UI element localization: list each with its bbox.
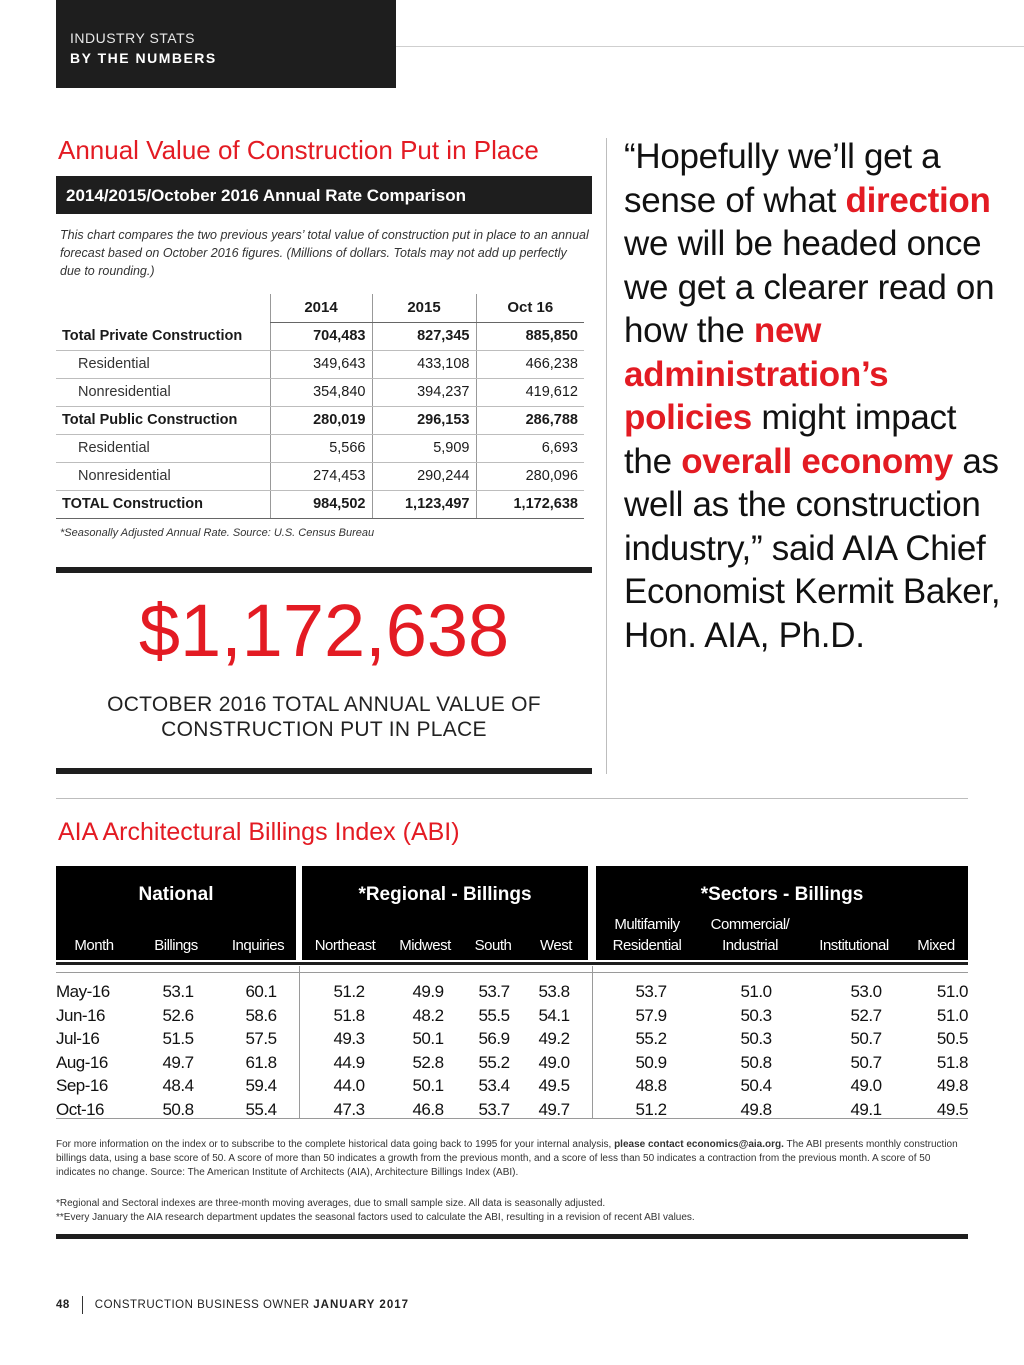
col-northeast: Northeast [314, 937, 376, 954]
col-institutional: Institutional [819, 937, 889, 954]
big-caption [56, 692, 592, 742]
cell: 280,019 [270, 406, 372, 434]
footnote-text: The ABI presents monthly construction billings data, using a base score of 50. A score of more than 50 indicates a growth from the previous month, and a score of less than 50 indicates a contraction from the previous month. A score of 50 indicates no change. Source: The American Institute of Architects (AIA), Architecture Billings Index (ABI). [56, 1139, 958, 1178]
abi-value-cell: 44.0 [333, 1076, 365, 1095]
cell: 296,153 [372, 406, 476, 434]
col-residential: Residential [612, 937, 682, 954]
col-month: Month [74, 937, 114, 954]
big-caption-line2: CONSTRUCTION PUT IN PLACE [161, 718, 487, 741]
quote-highlight: direction [845, 180, 991, 220]
col-mixed: Mixed [917, 937, 955, 954]
abi-value-cell: 60.1 [245, 982, 277, 1001]
abi-header-rule [56, 962, 968, 965]
abi-value-cell: 49.1 [850, 1099, 882, 1119]
abi-value-cell: 50.8 [162, 1099, 194, 1119]
abi-value-cell: 50.3 [740, 1029, 772, 1048]
big-caption-line1: OCTOBER 2016 TOTAL ANNUAL VALUE OF [107, 693, 541, 716]
abi-value-cell: 51.0 [936, 1005, 968, 1025]
abi-month-cell: May-16 [56, 982, 110, 1001]
abi-value-cell: 59.4 [245, 1076, 277, 1095]
cell: 354,840 [270, 378, 372, 406]
construction-bar-title: 2014/2015/October 2016 Annual Rate Comparison [56, 176, 592, 214]
construction-note: *Seasonally Adjusted Annual Rate. Source: U.S. Census Bureau [60, 527, 375, 539]
abi-value-cell: 52.7 [850, 1005, 882, 1025]
abi-national-header [56, 866, 296, 960]
abi-value-cell: 46.8 [412, 1099, 444, 1119]
abi-value-cell: 49.7 [162, 1052, 194, 1072]
abi-value-cell: 57.9 [635, 1005, 667, 1025]
section-header-tab [56, 0, 396, 88]
cell: 349,643 [270, 350, 372, 378]
abi-value-cell: 51.2 [635, 1099, 667, 1119]
col-billings: Billings [154, 937, 198, 954]
abi-value-cell: 50.7 [850, 1052, 882, 1072]
header-line2: BY THE NUMBERS [70, 50, 217, 66]
abi-value-cell: 55.2 [478, 1052, 510, 1072]
cell: 5,909 [372, 434, 476, 462]
abi-value-cell: 50.4 [740, 1076, 772, 1095]
header-spacer [56, 294, 270, 322]
contact-link[interactable]: please contact economics@aia.org. [614, 1139, 784, 1150]
abi-value-cell: 49.2 [538, 1029, 570, 1048]
cell: 286,788 [476, 406, 584, 434]
abi-month-cell: Sep-16 [56, 1076, 108, 1095]
abi-value-cell: 51.0 [740, 982, 772, 1001]
big-number: $1,172,638 [138, 589, 510, 672]
construction-description: This chart compares the two previous years’ total value of construction put in place to an annual forecast based on October 2016 figures. (Millions of dollars. Totals may not add up perfectly due to rounding.) [60, 228, 589, 278]
abi-value-cell: 49.5 [538, 1076, 570, 1095]
abi-value-cell: 53.0 [850, 982, 882, 1001]
col-midwest: Midwest [399, 937, 451, 954]
abi-month-cell: Jul-16 [56, 1029, 100, 1048]
quote-text: “Hopefully we’ll get a sense of what [624, 137, 941, 220]
quote-text: might impact the [624, 398, 957, 481]
abi-value-cell: 53.8 [538, 982, 570, 1001]
abi-value-cell: 53.7 [635, 982, 667, 1001]
col-multifamily: Multifamily [614, 916, 680, 933]
cell: 885,850 [476, 322, 584, 350]
abi-value-cell: 53.1 [162, 982, 194, 1001]
abi-value-cell: 49.8 [740, 1099, 772, 1119]
bottom-rule [56, 1234, 968, 1239]
abi-footnote-main [56, 1138, 968, 1180]
abi-value-cell: 50.3 [740, 1005, 772, 1025]
table-row [56, 406, 584, 434]
abi-value-cell: 47.3 [333, 1099, 365, 1119]
cell: 466,238 [476, 350, 584, 378]
quote-text: we will be headed once we get a clearer read on how the [624, 224, 995, 350]
publication-name: CONSTRUCTION BUSINESS OWNER [94, 1299, 310, 1312]
cell: 1,172,638 [476, 490, 584, 518]
column-divider [606, 138, 607, 774]
row-label: Residential [56, 434, 270, 462]
abi-regional-header [302, 866, 588, 960]
header-rule [396, 46, 1024, 47]
table-row [56, 378, 584, 406]
abi-value-cell: 48.2 [412, 1005, 444, 1025]
col-south: South [474, 937, 512, 954]
abi-value-cell: 49.0 [538, 1052, 570, 1072]
abi-value-cell: 44.9 [333, 1052, 365, 1072]
quote-highlight: overall economy [681, 441, 953, 481]
page-footer [56, 1296, 409, 1314]
col-commercial: Commercial/ [710, 916, 790, 933]
abi-value-cell: 51.2 [333, 982, 365, 1001]
callout-top-rule [56, 567, 592, 573]
table-row [56, 462, 584, 490]
abi-month-cell: Aug-16 [56, 1052, 108, 1072]
col-inquiries: Inquiries [231, 937, 285, 954]
abi-value-cell: 54.1 [538, 1005, 570, 1025]
construction-table-header [56, 294, 584, 322]
header-line1: INDUSTRY STATS [70, 30, 195, 46]
abi-value-cell: 51.5 [162, 1029, 194, 1048]
col-west: West [540, 937, 572, 954]
abi-value-cell: 50.7 [850, 1029, 882, 1048]
cell: 274,453 [270, 462, 372, 490]
abi-title: AIA Architectural Billings Index (ABI) [58, 818, 460, 846]
row-label: Total Public Construction [56, 406, 270, 434]
cell: 5,566 [270, 434, 372, 462]
issue-month: JANUARY 2017 [313, 1299, 409, 1312]
cell: 290,244 [372, 462, 476, 490]
construction-table [56, 294, 584, 519]
footer-divider [82, 1296, 83, 1314]
abi-value-cell: 51.8 [936, 1052, 968, 1072]
abi-value-cell: 51.8 [333, 1005, 365, 1025]
footnote-text: For more information on the index or to subscribe to the complete historical data going back to 1995 for your internal analysis, [56, 1139, 615, 1150]
col-industrial: Industrial [722, 937, 778, 954]
abi-value-cell: 55.2 [635, 1029, 667, 1048]
cell: 433,108 [372, 350, 476, 378]
abi-value-cell: 48.4 [162, 1076, 194, 1095]
col-2014: 2014 [270, 294, 372, 322]
abi-value-cell: 53.7 [478, 1099, 510, 1119]
abi-value-cell: 55.4 [245, 1099, 277, 1119]
abi-top-line [56, 972, 968, 973]
row-label: Nonresidential [56, 462, 270, 490]
abi-value-cell: 57.5 [245, 1029, 277, 1048]
abi-value-cell: 55.5 [478, 1005, 510, 1025]
abi-footnote-seasonal: **Every January the AIA research department updates the seasonal factors used to calculate the ABI, resulting in a revision of recent ABI values. [56, 1212, 695, 1223]
abi-value-cell: 52.8 [412, 1052, 444, 1072]
section-divider [56, 798, 968, 799]
table-row [56, 322, 584, 350]
page-number: 48 [56, 1299, 70, 1312]
table-row [56, 434, 584, 462]
cell: 1,123,497 [372, 490, 476, 518]
quote-highlight: new administration’s policies [624, 311, 889, 437]
row-label: Total Private Construction [56, 322, 270, 350]
row-label: Nonresidential [56, 378, 270, 406]
abi-value-cell: 49.0 [850, 1076, 882, 1095]
abi-footnote-regional: *Regional and Sectoral indexes are three-month moving averages, due to small sample size. All data is seasonally adjusted. [56, 1198, 606, 1209]
cell: 984,502 [270, 490, 372, 518]
abi-value-cell: 52.6 [162, 1005, 194, 1025]
row-label: TOTAL Construction [56, 490, 270, 518]
table-row [56, 490, 584, 518]
abi-value-cell: 49.9 [412, 982, 444, 1001]
abi-value-cell: 50.1 [412, 1029, 444, 1048]
col-oct16: Oct 16 [476, 294, 584, 322]
group-sectors: *Sectors - Billings [700, 884, 864, 905]
group-national: National [138, 884, 214, 905]
abi-value-cell: 49.7 [538, 1099, 570, 1119]
cell: 704,483 [270, 322, 372, 350]
quote-text: as well as the construction industry,” said AIA Chief Economist Kermit Baker, Hon. AIA, Ph.D. [624, 441, 1001, 655]
abi-value-cell: 56.9 [478, 1029, 510, 1048]
abi-value-cell: 49.8 [936, 1076, 968, 1095]
abi-value-cell: 49.3 [333, 1029, 365, 1048]
table-row [56, 350, 584, 378]
cell: 394,237 [372, 378, 476, 406]
abi-value-cell: 50.1 [412, 1076, 444, 1095]
abi-table-body [56, 980, 968, 1120]
cell: 419,612 [476, 378, 584, 406]
cell: 827,345 [372, 322, 476, 350]
abi-value-cell: 50.5 [936, 1029, 968, 1048]
abi-value-cell: 53.7 [478, 982, 510, 1001]
cell: 280,096 [476, 462, 584, 490]
callout-bottom-rule [56, 768, 592, 774]
abi-value-cell: 51.0 [936, 982, 968, 1001]
col-2015: 2015 [372, 294, 476, 322]
abi-value-cell: 58.6 [245, 1005, 277, 1025]
abi-value-cell: 48.8 [635, 1076, 667, 1095]
group-regional: *Regional - Billings [358, 884, 532, 905]
abi-value-cell: 53.4 [478, 1076, 510, 1095]
abi-value-cell: 49.5 [936, 1099, 968, 1119]
cell: 6,693 [476, 434, 584, 462]
abi-month-cell: Jun-16 [56, 1005, 105, 1025]
abi-value-cell: 50.9 [635, 1052, 667, 1072]
pull-quote [624, 135, 1004, 657]
row-label: Residential [56, 350, 270, 378]
abi-value-cell: 50.8 [740, 1052, 772, 1072]
construction-title: Annual Value of Construction Put in Place [58, 135, 539, 165]
abi-value-cell: 61.8 [245, 1052, 277, 1072]
abi-sectors-header [596, 866, 968, 960]
abi-month-cell: Oct-16 [56, 1099, 105, 1119]
